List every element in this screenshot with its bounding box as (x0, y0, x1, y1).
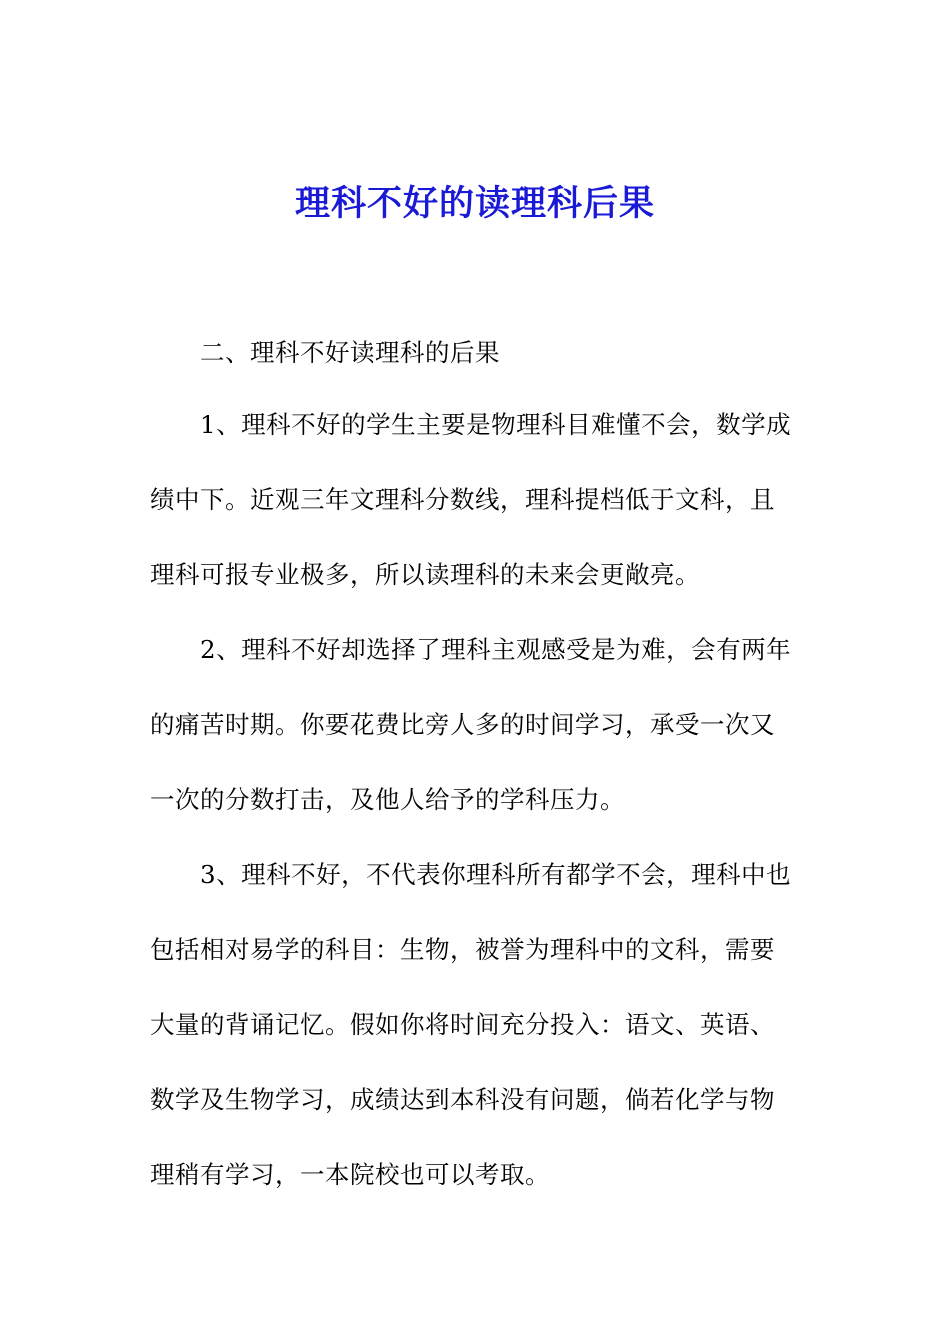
paragraph-2-line-2: 的痛苦时期。你要花费比旁人多的时间学习，承受一次又 (150, 710, 775, 739)
paragraph-3-line-2: 包括相对易学的科目：生物，被誉为理科中的文科，需要 (150, 935, 775, 964)
paragraph-1-line-1: 1、理科不好的学生主要是物理科目难懂不会，数学成 (200, 410, 792, 439)
paragraph-2-line-3: 一次的分数打击，及他人给予的学科压力。 (150, 785, 625, 814)
paragraph-1-line-2: 绩中下。近观三年文理科分数线，理科提档低于文科，且 (150, 485, 775, 514)
document-title: 理科不好的读理科后果 (294, 183, 655, 224)
paragraph-3-line-3: 大量的背诵记忆。假如你将时间充分投入：语文、英语、 (150, 1010, 775, 1039)
paragraph-3-line-1: 3、理科不好，不代表你理科所有都学不会，理科中也 (200, 860, 792, 889)
paragraph-3-line-4: 数学及生物学习，成绩达到本科没有问题，倘若化学与物 (150, 1085, 775, 1114)
paragraph-1-line-3: 理科可报专业极多，所以读理科的未来会更敞亮。 (150, 560, 700, 589)
paragraph-2-line-1: 2、理科不好却选择了理科主观感受是为难，会有两年 (200, 635, 792, 664)
section-heading: 二、理科不好读理科的后果 (200, 338, 500, 367)
paragraph-3-line-5: 理稍有学习，一本院校也可以考取。 (150, 1160, 550, 1189)
